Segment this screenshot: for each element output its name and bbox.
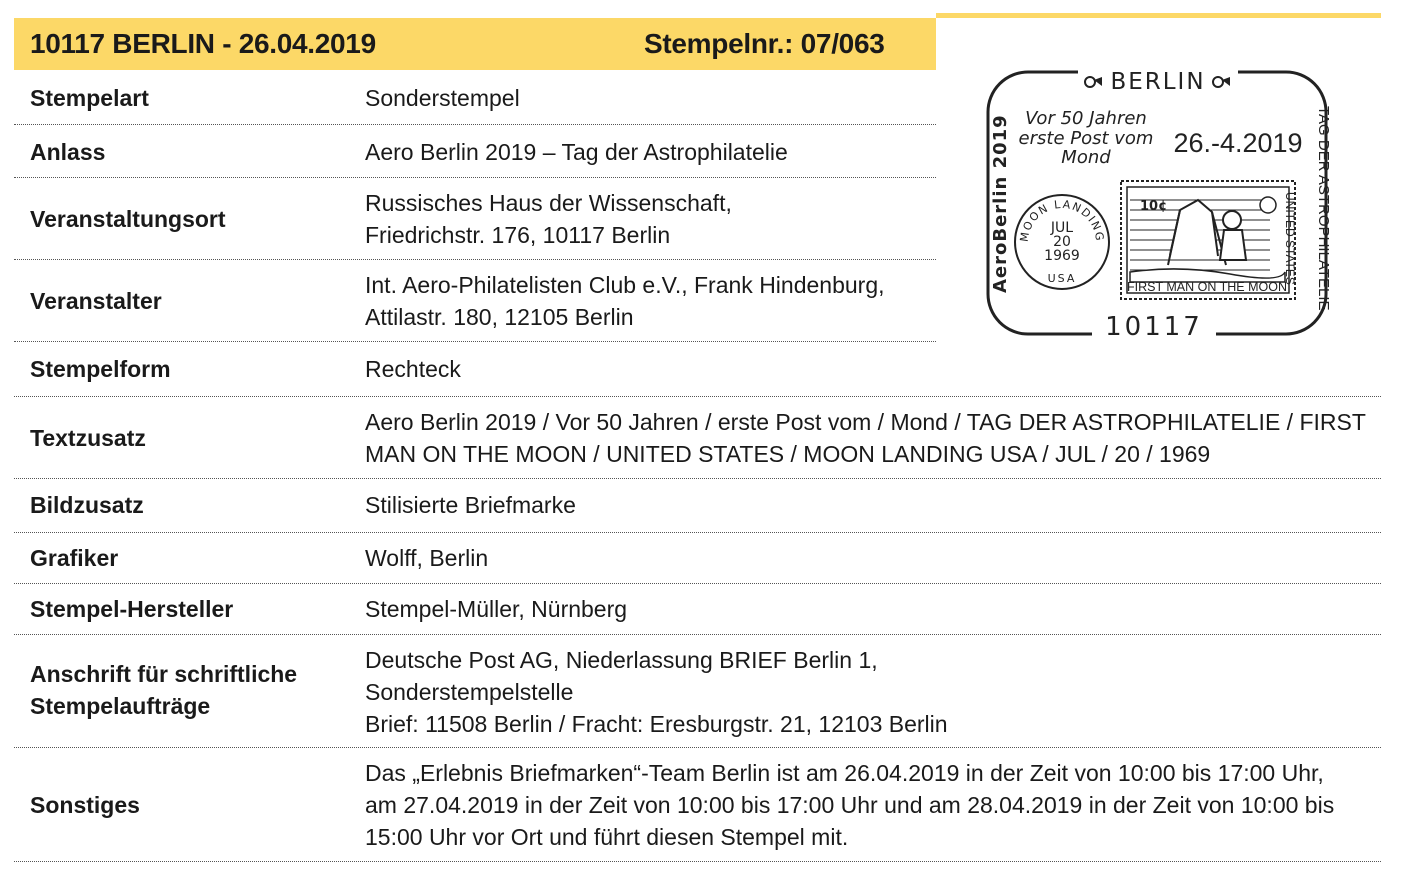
postmark-postal-code: 10117 (1105, 312, 1203, 342)
row-label: Stempelform (30, 356, 171, 382)
row-value-line: Int. Aero-Philatelisten Club e.V., Frank Hindenburg, (365, 272, 885, 298)
cancel-day: 20 (1053, 234, 1071, 250)
row-sonstiges (14, 747, 1381, 862)
row-label: Stempel-Hersteller (30, 596, 234, 622)
postmark-event: AeroBerlin 2019 (990, 114, 1011, 293)
row-veranstalter (14, 259, 936, 342)
postmark-image (980, 60, 1340, 350)
row-bildzusatz (14, 478, 1381, 533)
row-label-line: Anschrift für schriftliche (30, 661, 298, 687)
row-stempelart (14, 70, 936, 125)
moon-landing-cancel (1015, 195, 1109, 289)
cancel-year: 1969 (1044, 248, 1080, 264)
row-value-line: Sonderstempelstelle (365, 679, 574, 705)
stylised-stamp (1121, 181, 1297, 299)
row-value: Stilisierte Briefmarke (365, 492, 576, 518)
row-label: Bildzusatz (30, 492, 144, 518)
row-value: Aero Berlin 2019 – Tag der Astrophilatelie (365, 139, 788, 165)
row-value: Stempel-Müller, Nürnberg (365, 596, 628, 622)
row-label: Anlass (30, 139, 106, 165)
row-value-line: Brief: 11508 Berlin / Fracht: Eresburgstr. 21, 12103 Berlin (365, 711, 948, 737)
row-textzusatz (14, 396, 1381, 479)
row-value-line: MAN ON THE MOON / UNITED STATES / MOON LANDING USA / JUL / 20 / 1969 (365, 441, 1211, 467)
row-label: Textzusatz (30, 425, 146, 451)
row-label: Sonstiges (30, 792, 140, 818)
row-label: Stempelart (30, 85, 149, 111)
cancel-month: JUL (1050, 220, 1074, 236)
stamp-value: 10¢ (1140, 199, 1168, 214)
row-value-line: 15:00 Uhr vor Ort und führt diesen Stempel mit. (365, 824, 849, 850)
row-value: Rechteck (365, 356, 461, 382)
row-value-line: Russisches Haus der Wissenschaft, (365, 190, 732, 216)
row-veranstaltungsort (14, 177, 936, 260)
postmark-city: BERLIN (1110, 69, 1206, 95)
post-horn-icon (1213, 77, 1230, 87)
postmark-text-line: erste Post vom (1018, 128, 1154, 149)
row-label: Grafiker (30, 545, 119, 571)
row-value-line: Deutsche Post AG, Niederlassung BRIEF Berlin 1, (365, 647, 878, 673)
row-value-line: Attilastr. 180, 12105 Berlin (365, 304, 634, 330)
post-horn-icon (1085, 77, 1102, 87)
row-value-line: Das „Erlebnis Briefmarken“-Team Berlin ist am 26.04.2019 in der Zeit von 10:00 bis 17:00 Uhr, (365, 760, 1324, 786)
row-label: Veranstaltungsort (30, 206, 226, 232)
header-bar (14, 18, 936, 70)
row-grafiker (14, 532, 1381, 584)
row-anlass (14, 124, 936, 178)
row-stempel-hersteller (14, 583, 1381, 635)
cancel-top-text: MOON LANDING (1017, 197, 1107, 243)
row-value: Sonderstempel (365, 85, 520, 111)
stamp-number: Stempelnr.: 07/063 (644, 28, 885, 59)
postmark-text-line: Mond (1061, 147, 1111, 168)
row-value-line: Friedrichstr. 176, 10117 Berlin (365, 222, 671, 248)
header-accent-line (936, 13, 1381, 18)
postmark-side-text: TAG DER ASTROPHILATELIE (1315, 106, 1332, 311)
row-value-line: Aero Berlin 2019 / Vor 50 Jahren / erste Post vom / Mond / TAG DER ASTROPHILATELIE / FIRST (365, 409, 1366, 435)
postmark-text-line: Vor 50 Jahren (1025, 108, 1147, 129)
row-label-line: Stempelaufträge (30, 693, 211, 719)
location-date: 10117 BERLIN - 26.04.2019 (30, 28, 376, 59)
cancel-bottom-text: USA (1047, 272, 1077, 285)
row-value-line: am 27.04.2019 in der Zeit von 10:00 bis 17:00 Uhr und am 28.04.2019 in der Zeit von 10:00 bis (365, 792, 1335, 818)
postmark-date: 26.-4.2019 (1173, 128, 1303, 158)
stamp-caption: FIRST MAN ON THE MOON (1127, 280, 1287, 294)
stamp-country: UNITED STATES (1283, 192, 1297, 285)
row-value: Wolff, Berlin (365, 545, 489, 571)
row-anschrift (14, 634, 1381, 748)
row-label: Veranstalter (30, 288, 162, 314)
